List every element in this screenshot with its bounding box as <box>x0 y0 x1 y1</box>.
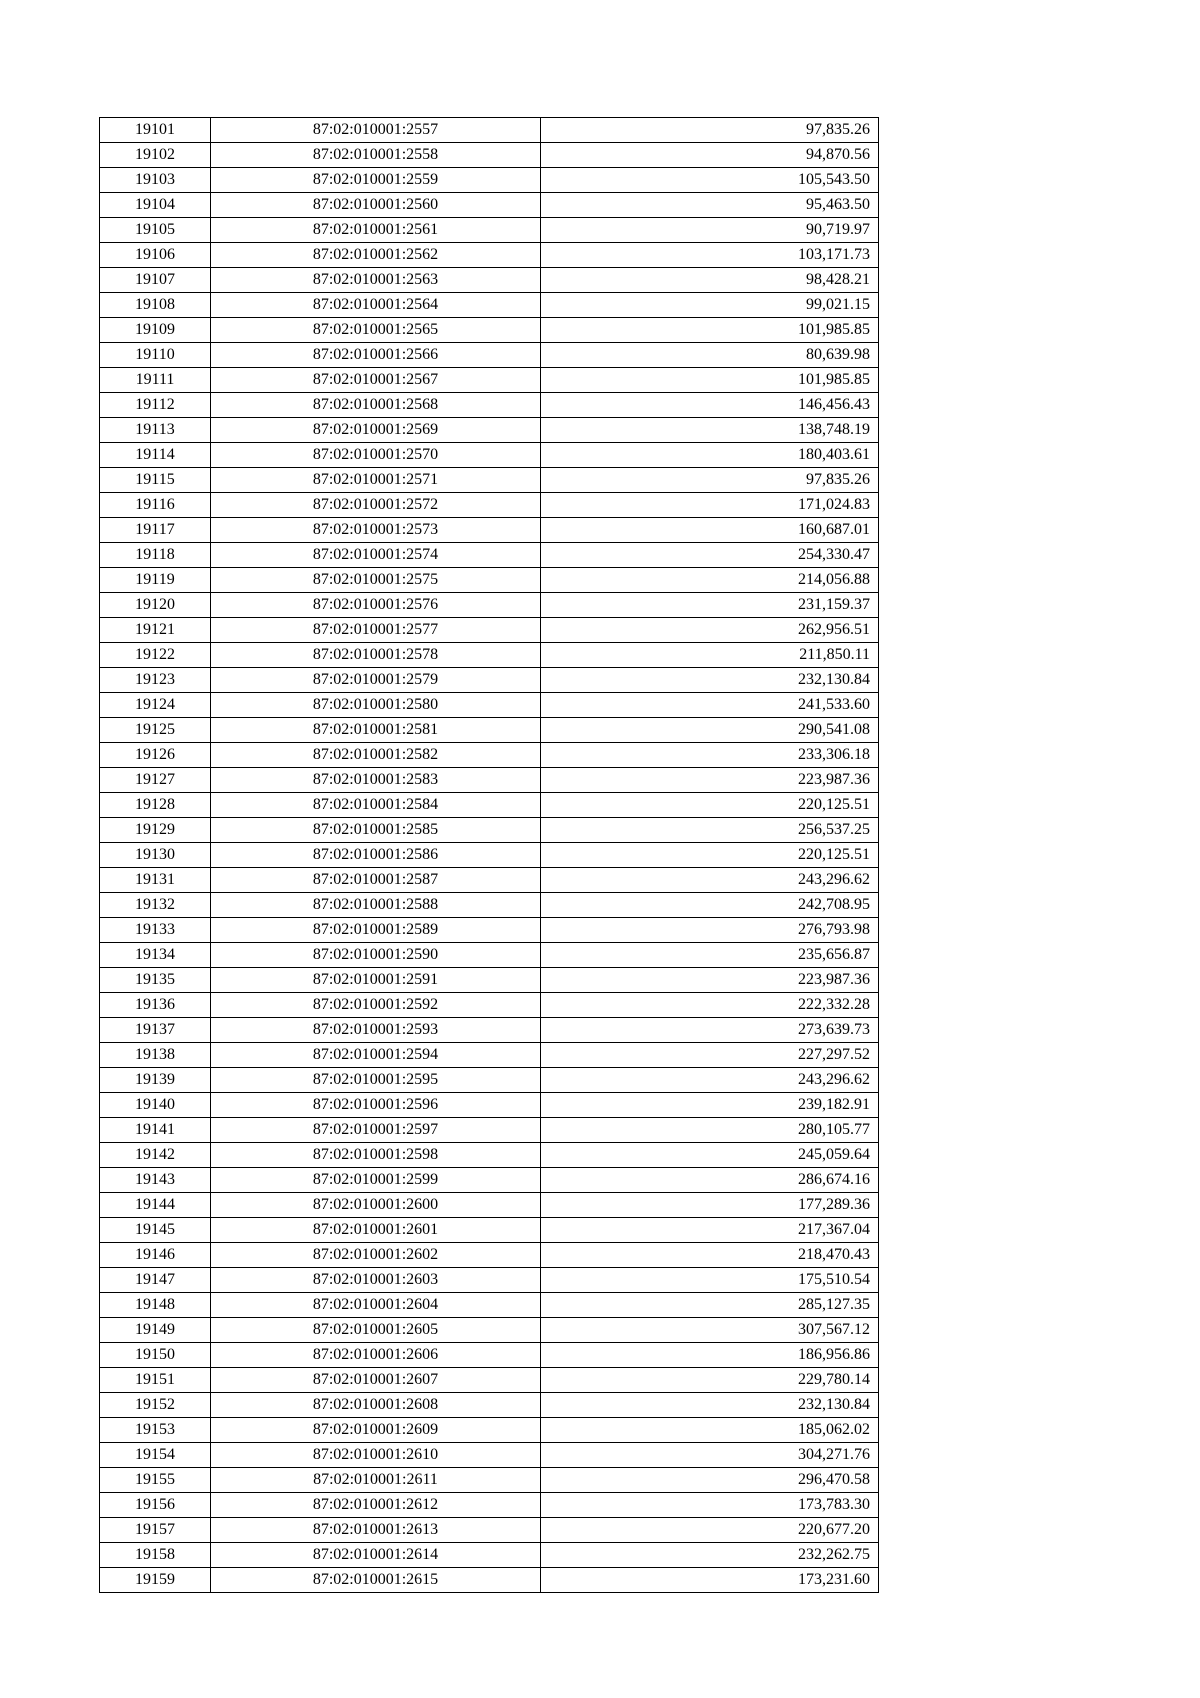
value-cell: 95,463.50 <box>541 193 879 218</box>
data-table <box>99 117 879 1593</box>
table-row <box>100 243 879 268</box>
table-body <box>100 118 879 1593</box>
table-row <box>100 468 879 493</box>
row-number-cell: 19156 <box>100 1493 211 1518</box>
cadastral-number-cell: 87:02:010001:2579 <box>211 668 541 693</box>
row-number-cell: 19150 <box>100 1343 211 1368</box>
table-row <box>100 1393 879 1418</box>
row-number-cell: 19104 <box>100 193 211 218</box>
table-row <box>100 818 879 843</box>
row-number-cell: 19119 <box>100 568 211 593</box>
cadastral-number-cell: 87:02:010001:2585 <box>211 818 541 843</box>
table-row <box>100 418 879 443</box>
cadastral-number-cell: 87:02:010001:2593 <box>211 1018 541 1043</box>
row-number-cell: 19118 <box>100 543 211 568</box>
table-row <box>100 1243 879 1268</box>
row-number-cell: 19147 <box>100 1268 211 1293</box>
row-number-cell: 19145 <box>100 1218 211 1243</box>
table-row <box>100 1193 879 1218</box>
value-cell: 211,850.11 <box>541 643 879 668</box>
row-number-cell: 19132 <box>100 893 211 918</box>
value-cell: 262,956.51 <box>541 618 879 643</box>
cadastral-number-cell: 87:02:010001:2609 <box>211 1418 541 1443</box>
row-number-cell: 19113 <box>100 418 211 443</box>
table-row <box>100 693 879 718</box>
table-row <box>100 193 879 218</box>
table-row <box>100 593 879 618</box>
value-cell: 97,835.26 <box>541 118 879 143</box>
value-cell: 243,296.62 <box>541 868 879 893</box>
row-number-cell: 19114 <box>100 443 211 468</box>
value-cell: 173,231.60 <box>541 1568 879 1593</box>
table-row <box>100 393 879 418</box>
cadastral-number-cell: 87:02:010001:2567 <box>211 368 541 393</box>
row-number-cell: 19131 <box>100 868 211 893</box>
row-number-cell: 19117 <box>100 518 211 543</box>
value-cell: 177,289.36 <box>541 1193 879 1218</box>
value-cell: 103,171.73 <box>541 243 879 268</box>
cadastral-number-cell: 87:02:010001:2602 <box>211 1243 541 1268</box>
row-number-cell: 19126 <box>100 743 211 768</box>
cadastral-number-cell: 87:02:010001:2578 <box>211 643 541 668</box>
row-number-cell: 19125 <box>100 718 211 743</box>
row-number-cell: 19138 <box>100 1043 211 1068</box>
table-row <box>100 1093 879 1118</box>
value-cell: 138,748.19 <box>541 418 879 443</box>
value-cell: 171,024.83 <box>541 493 879 518</box>
cadastral-number-cell: 87:02:010001:2586 <box>211 843 541 868</box>
row-number-cell: 19137 <box>100 1018 211 1043</box>
cadastral-number-cell: 87:02:010001:2608 <box>211 1393 541 1418</box>
value-cell: 146,456.43 <box>541 393 879 418</box>
row-number-cell: 19108 <box>100 293 211 318</box>
table-row <box>100 1468 879 1493</box>
row-number-cell: 19105 <box>100 218 211 243</box>
cadastral-number-cell: 87:02:010001:2611 <box>211 1468 541 1493</box>
value-cell: 239,182.91 <box>541 1093 879 1118</box>
value-cell: 227,297.52 <box>541 1043 879 1068</box>
row-number-cell: 19128 <box>100 793 211 818</box>
value-cell: 217,367.04 <box>541 1218 879 1243</box>
row-number-cell: 19116 <box>100 493 211 518</box>
value-cell: 173,783.30 <box>541 1493 879 1518</box>
value-cell: 243,296.62 <box>541 1068 879 1093</box>
row-number-cell: 19133 <box>100 918 211 943</box>
row-number-cell: 19107 <box>100 268 211 293</box>
table-row <box>100 293 879 318</box>
table-row <box>100 568 879 593</box>
table-row <box>100 493 879 518</box>
row-number-cell: 19143 <box>100 1168 211 1193</box>
table-row <box>100 1543 879 1568</box>
row-number-cell: 19155 <box>100 1468 211 1493</box>
cadastral-number-cell: 87:02:010001:2575 <box>211 568 541 593</box>
row-number-cell: 19122 <box>100 643 211 668</box>
cadastral-number-cell: 87:02:010001:2606 <box>211 1343 541 1368</box>
table-row <box>100 1268 879 1293</box>
row-number-cell: 19157 <box>100 1518 211 1543</box>
cadastral-number-cell: 87:02:010001:2572 <box>211 493 541 518</box>
table-row <box>100 543 879 568</box>
cadastral-number-cell: 87:02:010001:2571 <box>211 468 541 493</box>
cadastral-number-cell: 87:02:010001:2581 <box>211 718 541 743</box>
cadastral-number-cell: 87:02:010001:2562 <box>211 243 541 268</box>
row-number-cell: 19130 <box>100 843 211 868</box>
value-cell: 276,793.98 <box>541 918 879 943</box>
value-cell: 186,956.86 <box>541 1343 879 1368</box>
value-cell: 235,656.87 <box>541 943 879 968</box>
table-row <box>100 893 879 918</box>
table-row <box>100 918 879 943</box>
row-number-cell: 19158 <box>100 1543 211 1568</box>
value-cell: 223,987.36 <box>541 968 879 993</box>
row-number-cell: 19129 <box>100 818 211 843</box>
value-cell: 214,056.88 <box>541 568 879 593</box>
table-row <box>100 793 879 818</box>
cadastral-number-cell: 87:02:010001:2557 <box>211 118 541 143</box>
cadastral-number-cell: 87:02:010001:2566 <box>211 343 541 368</box>
table-row <box>100 218 879 243</box>
table-row <box>100 168 879 193</box>
value-cell: 90,719.97 <box>541 218 879 243</box>
value-cell: 296,470.58 <box>541 1468 879 1493</box>
cadastral-number-cell: 87:02:010001:2598 <box>211 1143 541 1168</box>
table-row <box>100 1343 879 1368</box>
table-row <box>100 868 879 893</box>
table-row <box>100 643 879 668</box>
table-row <box>100 1368 879 1393</box>
table-row <box>100 1018 879 1043</box>
row-number-cell: 19134 <box>100 943 211 968</box>
cadastral-number-cell: 87:02:010001:2588 <box>211 893 541 918</box>
cadastral-number-cell: 87:02:010001:2563 <box>211 268 541 293</box>
cadastral-number-cell: 87:02:010001:2604 <box>211 1293 541 1318</box>
value-cell: 218,470.43 <box>541 1243 879 1268</box>
table-row <box>100 1418 879 1443</box>
cadastral-number-cell: 87:02:010001:2576 <box>211 593 541 618</box>
value-cell: 304,271.76 <box>541 1443 879 1468</box>
value-cell: 175,510.54 <box>541 1268 879 1293</box>
table-row <box>100 443 879 468</box>
value-cell: 98,428.21 <box>541 268 879 293</box>
row-number-cell: 19140 <box>100 1093 211 1118</box>
value-cell: 80,639.98 <box>541 343 879 368</box>
row-number-cell: 19121 <box>100 618 211 643</box>
cadastral-number-cell: 87:02:010001:2580 <box>211 693 541 718</box>
row-number-cell: 19139 <box>100 1068 211 1093</box>
row-number-cell: 19110 <box>100 343 211 368</box>
row-number-cell: 19148 <box>100 1293 211 1318</box>
value-cell: 232,130.84 <box>541 1393 879 1418</box>
value-cell: 232,130.84 <box>541 668 879 693</box>
row-number-cell: 19111 <box>100 368 211 393</box>
cadastral-number-cell: 87:02:010001:2615 <box>211 1568 541 1593</box>
value-cell: 101,985.85 <box>541 368 879 393</box>
cadastral-number-cell: 87:02:010001:2583 <box>211 768 541 793</box>
table-row <box>100 993 879 1018</box>
table-row <box>100 618 879 643</box>
cadastral-number-cell: 87:02:010001:2594 <box>211 1043 541 1068</box>
value-cell: 180,403.61 <box>541 443 879 468</box>
value-cell: 185,062.02 <box>541 1418 879 1443</box>
row-number-cell: 19136 <box>100 993 211 1018</box>
row-number-cell: 19112 <box>100 393 211 418</box>
table-row <box>100 743 879 768</box>
table-row <box>100 1518 879 1543</box>
cadastral-number-cell: 87:02:010001:2589 <box>211 918 541 943</box>
value-cell: 256,537.25 <box>541 818 879 843</box>
row-number-cell: 19120 <box>100 593 211 618</box>
cadastral-number-cell: 87:02:010001:2582 <box>211 743 541 768</box>
row-number-cell: 19135 <box>100 968 211 993</box>
value-cell: 101,985.85 <box>541 318 879 343</box>
value-cell: 241,533.60 <box>541 693 879 718</box>
cadastral-number-cell: 87:02:010001:2561 <box>211 218 541 243</box>
value-cell: 290,541.08 <box>541 718 879 743</box>
table-row <box>100 1318 879 1343</box>
value-cell: 231,159.37 <box>541 593 879 618</box>
row-number-cell: 19141 <box>100 1118 211 1143</box>
row-number-cell: 19144 <box>100 1193 211 1218</box>
cadastral-number-cell: 87:02:010001:2568 <box>211 393 541 418</box>
table-row <box>100 718 879 743</box>
cadastral-number-cell: 87:02:010001:2610 <box>211 1443 541 1468</box>
row-number-cell: 19106 <box>100 243 211 268</box>
cadastral-number-cell: 87:02:010001:2590 <box>211 943 541 968</box>
cadastral-number-cell: 87:02:010001:2592 <box>211 993 541 1018</box>
cadastral-number-cell: 87:02:010001:2603 <box>211 1268 541 1293</box>
cadastral-number-cell: 87:02:010001:2605 <box>211 1318 541 1343</box>
table-row <box>100 268 879 293</box>
table-row <box>100 968 879 993</box>
table-row <box>100 318 879 343</box>
value-cell: 160,687.01 <box>541 518 879 543</box>
cadastral-number-cell: 87:02:010001:2584 <box>211 793 541 818</box>
table-row <box>100 1293 879 1318</box>
value-cell: 220,125.51 <box>541 843 879 868</box>
row-number-cell: 19142 <box>100 1143 211 1168</box>
cadastral-number-cell: 87:02:010001:2591 <box>211 968 541 993</box>
value-cell: 97,835.26 <box>541 468 879 493</box>
cadastral-number-cell: 87:02:010001:2596 <box>211 1093 541 1118</box>
table-row <box>100 1218 879 1243</box>
row-number-cell: 19103 <box>100 168 211 193</box>
value-cell: 233,306.18 <box>541 743 879 768</box>
value-cell: 254,330.47 <box>541 543 879 568</box>
table-row <box>100 768 879 793</box>
table-row <box>100 1493 879 1518</box>
table-row <box>100 368 879 393</box>
table-row <box>100 518 879 543</box>
value-cell: 223,987.36 <box>541 768 879 793</box>
row-number-cell: 19101 <box>100 118 211 143</box>
table-row <box>100 1443 879 1468</box>
table-row <box>100 1118 879 1143</box>
cadastral-number-cell: 87:02:010001:2574 <box>211 543 541 568</box>
row-number-cell: 19123 <box>100 668 211 693</box>
value-cell: 105,543.50 <box>541 168 879 193</box>
table-row <box>100 843 879 868</box>
value-cell: 222,332.28 <box>541 993 879 1018</box>
cadastral-number-cell: 87:02:010001:2597 <box>211 1118 541 1143</box>
value-cell: 280,105.77 <box>541 1118 879 1143</box>
cadastral-number-cell: 87:02:010001:2601 <box>211 1218 541 1243</box>
cadastral-number-cell: 87:02:010001:2599 <box>211 1168 541 1193</box>
cadastral-number-cell: 87:02:010001:2570 <box>211 443 541 468</box>
cadastral-number-cell: 87:02:010001:2559 <box>211 168 541 193</box>
row-number-cell: 19115 <box>100 468 211 493</box>
value-cell: 242,708.95 <box>541 893 879 918</box>
cadastral-number-cell: 87:02:010001:2614 <box>211 1543 541 1568</box>
cadastral-number-cell: 87:02:010001:2607 <box>211 1368 541 1393</box>
cadastral-number-cell: 87:02:010001:2595 <box>211 1068 541 1093</box>
row-number-cell: 19151 <box>100 1368 211 1393</box>
row-number-cell: 19154 <box>100 1443 211 1468</box>
value-cell: 220,125.51 <box>541 793 879 818</box>
cadastral-number-cell: 87:02:010001:2587 <box>211 868 541 893</box>
cadastral-number-cell: 87:02:010001:2569 <box>211 418 541 443</box>
row-number-cell: 19149 <box>100 1318 211 1343</box>
value-cell: 273,639.73 <box>541 1018 879 1043</box>
cadastral-number-cell: 87:02:010001:2573 <box>211 518 541 543</box>
table-row <box>100 943 879 968</box>
value-cell: 99,021.15 <box>541 293 879 318</box>
table-row <box>100 668 879 693</box>
table-row <box>100 343 879 368</box>
cadastral-number-cell: 87:02:010001:2564 <box>211 293 541 318</box>
table-row <box>100 1143 879 1168</box>
cadastral-number-cell: 87:02:010001:2560 <box>211 193 541 218</box>
row-number-cell: 19127 <box>100 768 211 793</box>
cadastral-number-cell: 87:02:010001:2577 <box>211 618 541 643</box>
row-number-cell: 19102 <box>100 143 211 168</box>
value-cell: 307,567.12 <box>541 1318 879 1343</box>
cadastral-number-cell: 87:02:010001:2612 <box>211 1493 541 1518</box>
value-cell: 245,059.64 <box>541 1143 879 1168</box>
row-number-cell: 19146 <box>100 1243 211 1268</box>
value-cell: 94,870.56 <box>541 143 879 168</box>
cadastral-number-cell: 87:02:010001:2565 <box>211 318 541 343</box>
table-row <box>100 143 879 168</box>
cadastral-number-cell: 87:02:010001:2558 <box>211 143 541 168</box>
table-row <box>100 1043 879 1068</box>
row-number-cell: 19153 <box>100 1418 211 1443</box>
value-cell: 286,674.16 <box>541 1168 879 1193</box>
row-number-cell: 19152 <box>100 1393 211 1418</box>
cadastral-number-cell: 87:02:010001:2600 <box>211 1193 541 1218</box>
value-cell: 232,262.75 <box>541 1543 879 1568</box>
value-cell: 285,127.35 <box>541 1293 879 1318</box>
table-row <box>100 1068 879 1093</box>
table-row <box>100 1568 879 1593</box>
cadastral-number-cell: 87:02:010001:2613 <box>211 1518 541 1543</box>
row-number-cell: 19159 <box>100 1568 211 1593</box>
table-row <box>100 118 879 143</box>
row-number-cell: 19124 <box>100 693 211 718</box>
row-number-cell: 19109 <box>100 318 211 343</box>
value-cell: 220,677.20 <box>541 1518 879 1543</box>
table-row <box>100 1168 879 1193</box>
value-cell: 229,780.14 <box>541 1368 879 1393</box>
